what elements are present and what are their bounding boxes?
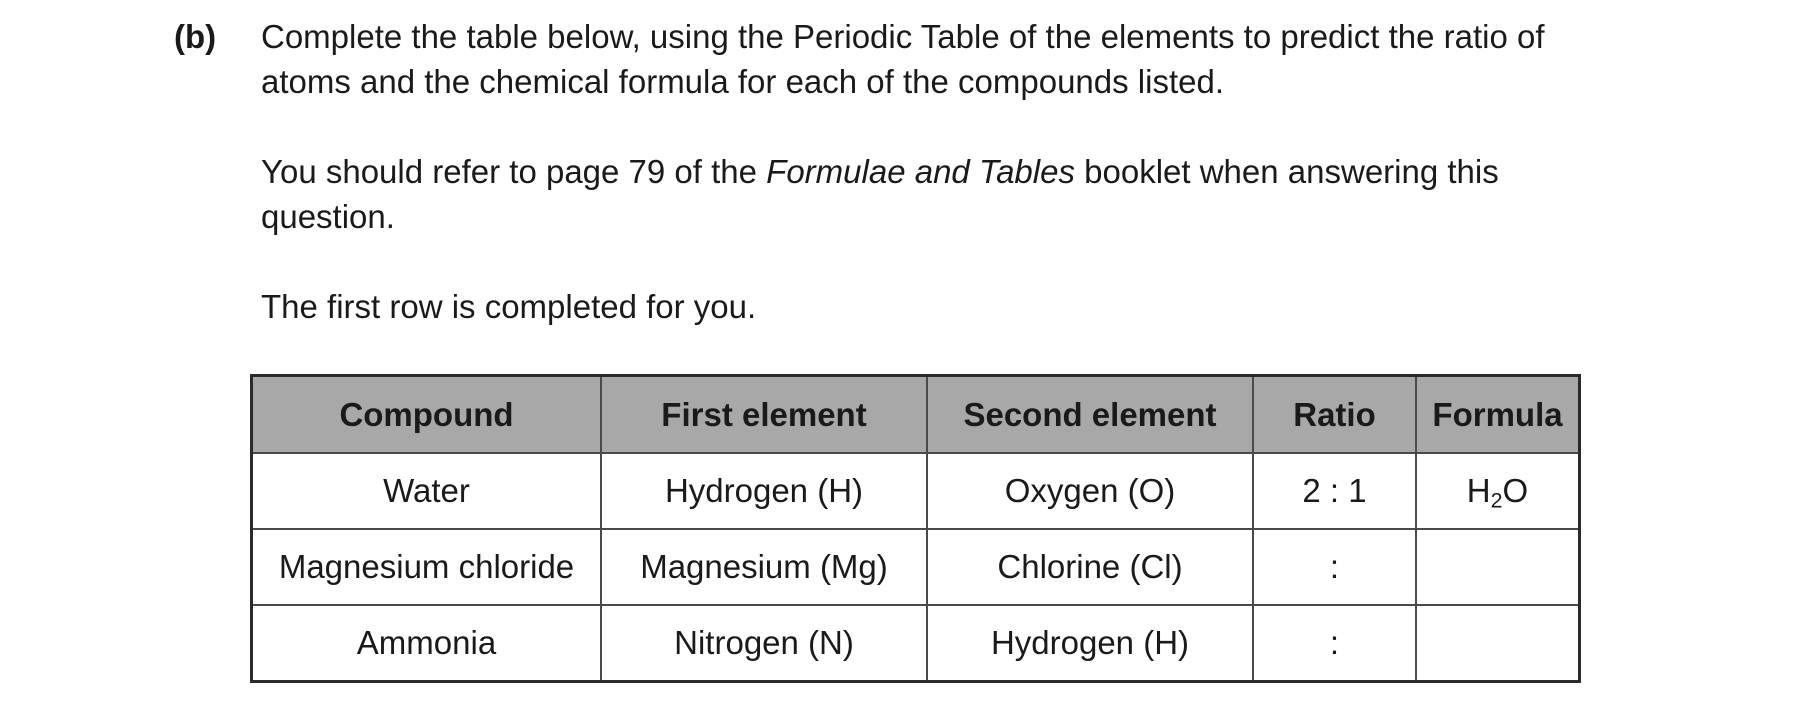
- formula-subscript: 2: [1490, 488, 1503, 513]
- header-first-element: First element: [601, 376, 927, 454]
- compound-cell: Water: [252, 453, 602, 529]
- header-formula: Formula: [1416, 376, 1580, 454]
- table-row: [252, 453, 1580, 529]
- question-part-label: (b): [174, 18, 217, 55]
- first-row-note: The first row is completed for you.: [261, 288, 757, 325]
- formula-symbol-end: O: [1502, 472, 1529, 509]
- header-compound: Compound: [252, 376, 602, 454]
- first-element-cell: Magnesium (Mg): [601, 529, 927, 605]
- table-row: [252, 605, 1580, 682]
- booklet-reference: [261, 149, 1641, 239]
- formula-cell: [1416, 453, 1580, 529]
- formula-answer-cell[interactable]: [1416, 605, 1580, 682]
- question-instruction: Complete the table below, using the Periodic Table of the elements to predict the ratio of atoms and the chemical formula for each of the compounds listed.: [261, 18, 1545, 100]
- reference-text-before: You should refer to page 79 of the: [261, 153, 767, 190]
- ratio-answer-cell[interactable]: :: [1253, 529, 1416, 605]
- compound-cell: Magnesium chloride: [252, 529, 602, 605]
- question-body: [261, 14, 1661, 329]
- header-second-element: Second element: [927, 376, 1253, 454]
- compounds-table: [250, 374, 1581, 683]
- header-ratio: Ratio: [1253, 376, 1416, 454]
- first-element-cell: Nitrogen (N): [601, 605, 927, 682]
- table-row: [252, 529, 1580, 605]
- formula-symbol: H: [1466, 472, 1491, 509]
- second-element-cell: Hydrogen (H): [927, 605, 1253, 682]
- formula-answer-cell[interactable]: [1416, 529, 1580, 605]
- reference-text-after: booklet when answering this question.: [261, 153, 1499, 235]
- compound-cell: Ammonia: [252, 605, 602, 682]
- ratio-answer-cell[interactable]: :: [1253, 605, 1416, 682]
- second-element-cell: Chlorine (Cl): [927, 529, 1253, 605]
- first-element-cell: Hydrogen (H): [601, 453, 927, 529]
- table-header-row: [252, 376, 1580, 454]
- second-element-cell: Oxygen (O): [927, 453, 1253, 529]
- booklet-title: Formulae and Tables: [766, 153, 1075, 190]
- ratio-cell: 2 : 1: [1253, 453, 1416, 529]
